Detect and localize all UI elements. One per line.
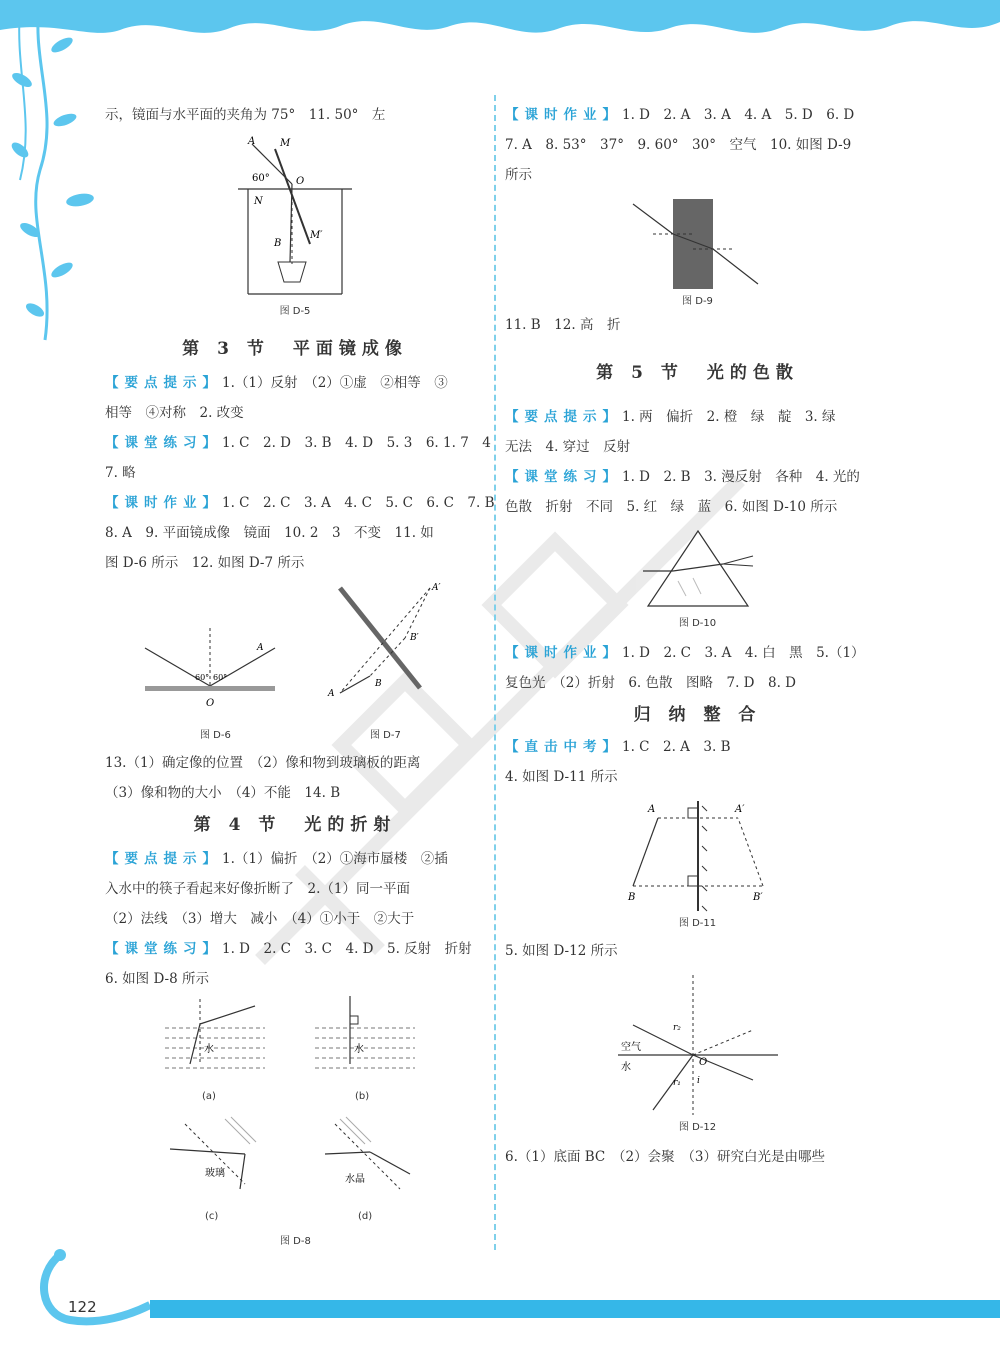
section-title: 第 3 节 平面镜成像 <box>182 339 408 359</box>
figure-label: (c) <box>205 1211 219 1222</box>
figure-d8 <box>105 994 485 1254</box>
figure-label: (d) <box>358 1211 373 1222</box>
figure-d8a <box>160 994 270 1084</box>
text-line: 6. 如图 D-8 所示 <box>105 971 209 987</box>
air-label: 空气 <box>620 1042 641 1053</box>
right-column <box>505 100 890 1172</box>
label-A1: A′ <box>734 804 744 815</box>
text-line: 6.（1）底面 BC （2）会聚 （3）研究白光是由哪些 <box>505 1149 825 1165</box>
label-A: A <box>257 643 264 653</box>
section-title: 第 4 节 光的折射 <box>193 815 397 835</box>
text-line: 7. 略 <box>105 465 136 481</box>
column-divider <box>494 95 496 1250</box>
figure-d8d <box>320 1114 420 1204</box>
text-line: 4. 如图 D-11 所示 <box>505 769 618 785</box>
text-line: 7. A 8. 53° 37° 9. 60° 30° 空气 10. 如图 D-9 <box>505 137 852 153</box>
text-line: 【直击中考】1. C 2. A 3. B <box>505 739 731 755</box>
label-B: B <box>274 238 282 249</box>
figure-caption: 图 D-6 <box>200 730 231 741</box>
text-line: 示，镜面与水平面的夹角为 75° 11. 50° 左 <box>105 107 386 123</box>
figure-d8b <box>310 994 420 1084</box>
vine-decoration <box>0 0 110 360</box>
label-M2: M′ <box>310 230 323 241</box>
angle-1: 60° <box>195 673 210 682</box>
text-line: 入水中的筷子看起来好像折断了 2.（1）同一平面 <box>105 881 410 897</box>
text-line: 【课堂练习】1. D 2. C 3. C 4. D 5. 反射 折射 <box>105 941 472 957</box>
figure-d10 <box>638 526 758 616</box>
figure-d12 <box>613 970 783 1120</box>
figure-label: (a) <box>202 1091 216 1102</box>
text-line: 【课时作业】1. C 2. C 3. A 4. C 5. C 6. C 7. B <box>105 495 495 511</box>
figure-caption: 图 D-9 <box>682 296 713 307</box>
figures-d6-d7 <box>105 578 485 748</box>
text-line: 【课时作业】1. D 2. A 3. A 4. A 5. D 6. D <box>505 107 855 123</box>
label-B: B <box>375 679 382 689</box>
label-A: A <box>647 804 655 815</box>
figure-caption: 图 D-11 <box>678 918 717 929</box>
figure-label: (b) <box>355 1091 370 1102</box>
text-line: （2）法线 （3）增大 减小 （4）①小于 ②大于 <box>105 911 415 927</box>
figure-d7 <box>320 578 450 728</box>
section-title: 第 5 节 光的色散 <box>596 363 799 383</box>
figure-caption: 图 D-5 <box>279 306 311 317</box>
text-line: 【要点提示】1.（1）偏折 （2）①海市蜃楼 ②插 <box>105 851 448 867</box>
text-line: 【课堂练习】1. D 2. B 3. 漫反射 各种 4. 光的 <box>505 469 860 485</box>
label-O: O <box>698 1057 707 1068</box>
label-O: O <box>296 176 305 187</box>
label-B: B <box>627 892 635 903</box>
text-line: 所示 <box>505 167 532 183</box>
crystal-label: 水晶 <box>345 1174 365 1185</box>
label-A: A <box>248 136 256 147</box>
top-wave-decoration <box>0 0 1000 60</box>
text-line: 复色光 （2）折射 6. 色散 图略 7. D 8. D <box>505 675 797 691</box>
text-line: （3）像和物的大小 （4）不能 14. B <box>105 785 341 801</box>
label-M: M <box>280 138 291 149</box>
text-line: 图 D-6 所示 12. 如图 D-7 所示 <box>105 555 305 571</box>
text-line: 相等 ④对称 2. 改变 <box>105 405 244 421</box>
figure-d6 <box>135 618 285 728</box>
left-column <box>105 100 495 1254</box>
figure-caption: 图 D-10 <box>678 618 717 629</box>
text-line: 8. A 9. 平面镜成像 镜面 10. 2 3 不变 11. 如 <box>105 525 434 541</box>
text-line: 【课堂练习】1. C 2. D 3. B 4. D 5. 3 6. 1. 7 4 <box>105 435 491 451</box>
label-N: N <box>254 196 263 207</box>
figure-caption: 图 D-8 <box>280 1236 311 1247</box>
water-label: 水 <box>620 1062 631 1073</box>
label-O: O <box>206 698 215 709</box>
text-line: 【要点提示】1.（1）反射 （2）①虚 ②相等 ③ <box>105 375 448 391</box>
label-r1: r₁ <box>672 1078 681 1088</box>
label-r2: r₂ <box>672 1023 681 1033</box>
figure-d11 <box>623 796 773 916</box>
text-line: 13.（1）确定像的位置 （2）像和物到玻璃板的距离 <box>105 755 421 771</box>
bottom-swirl-decoration <box>30 1235 160 1335</box>
figure-d8c <box>165 1114 265 1204</box>
glass-label: 玻璃 <box>205 1168 225 1179</box>
label-A1: A′ <box>432 583 441 593</box>
figure-caption: 图 D-7 <box>370 730 401 741</box>
text-line: 【要点提示】1. 两 偏折 2. 橙 绿 靛 3. 绿 <box>505 409 836 425</box>
label-B1: B′ <box>752 892 763 903</box>
label-angle: 60° <box>252 173 270 184</box>
label-B1: B′ <box>410 633 419 643</box>
page-number: 122 <box>68 1298 97 1316</box>
water-label: 水 <box>354 1044 364 1055</box>
angle-2: 60° <box>213 673 228 682</box>
label-i: i <box>696 1076 700 1086</box>
text-line: 色散 折射 不同 5. 红 绿 蓝 6. 如图 D-10 所示 <box>505 499 838 515</box>
text-line: 【课时作业】1. D 2. C 3. A 4. 白 黑 5.（1） <box>505 645 865 661</box>
text-line: 11. B 12. 高 折 <box>505 317 621 333</box>
text-line: 5. 如图 D-12 所示 <box>505 943 618 959</box>
label-A: A <box>328 689 335 699</box>
figure-caption: 图 D-12 <box>678 1122 717 1133</box>
water-label: 水 <box>204 1044 214 1055</box>
text-line: 无法 4. 穿过 反射 <box>505 439 631 455</box>
section-title: 归 纳 整 合 <box>633 705 762 725</box>
figure-d9 <box>623 194 773 294</box>
figure-d5 <box>230 134 360 304</box>
bottom-bar <box>150 1300 1000 1318</box>
